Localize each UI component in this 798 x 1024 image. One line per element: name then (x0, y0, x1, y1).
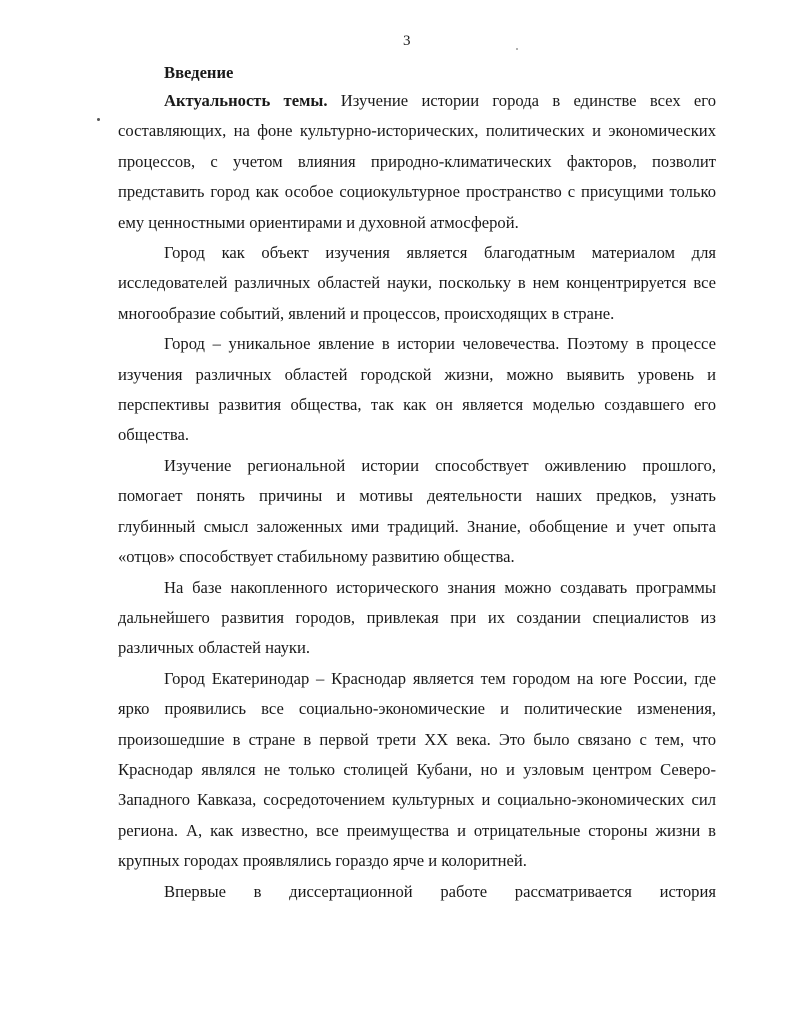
scan-speck (97, 118, 100, 121)
body-paragraph: На базе накопленного исторического знания можно создавать программы дальнейшего развития городов, привлекая при их создании специалистов из различных областей науки. (118, 577, 716, 658)
intro-lead: Актуальность темы. (164, 91, 328, 110)
document-body (118, 60, 716, 907)
body-paragraph: Изучение региональной истории способствует оживлению прошлого, помогает понять причины и мотивы деятельности наших предков, узнать глубинный смысл заложенных ими традиций. Знание, обобщение и учет опыта «отцов» способствует стабильному развитию общества. (118, 455, 716, 567)
body-paragraph: Город – уникальное явление в истории человечества. Поэтому в процессе изучения различных областей городской жизни, можно выявить уровень и перспективы развития общества, так как он является моделью создавшего его общества. (118, 334, 716, 445)
page-number: 3 (403, 33, 411, 49)
intro-text: Изучение истории города в единстве всех его составляющих, на фоне культурно-исторических, политических и экономических процессов, с учетом влияния природно-климатических факторов, позволит представить город как особое социокультурное пространство с присущими только ему ценностными ориентирами и духовной атмосферой. (118, 91, 716, 232)
body-paragraph: Впервые в диссертационной работе рассматривается история (164, 881, 716, 901)
body-paragraph: Город как объект изучения является благодатным материалом для исследователей различных областей науки, поскольку в нем концентрируется все многообразие событий, явлений и процессов, происходящих в стране. (118, 243, 716, 323)
scan-speck (516, 48, 518, 50)
body-paragraph: Город Екатеринодар – Краснодар является тем городом на юге России, где ярко проявились все социально-экономические и политические изменения, произошедшие в стране в первой трети XX века. Это было связано с тем, что Краснодар являлся не только столицей Кубани, но и узловым центром Северо-Западного Кавказа, сосредоточением культурных и социально-экономических сил региона. А, как известно, все преимущества и отрицательные стороны жизни в крупных городах проявлялись гораздо ярче и колоритней. (118, 668, 716, 871)
section-heading: Введение (164, 63, 234, 82)
intro-paragraph (118, 86, 716, 238)
